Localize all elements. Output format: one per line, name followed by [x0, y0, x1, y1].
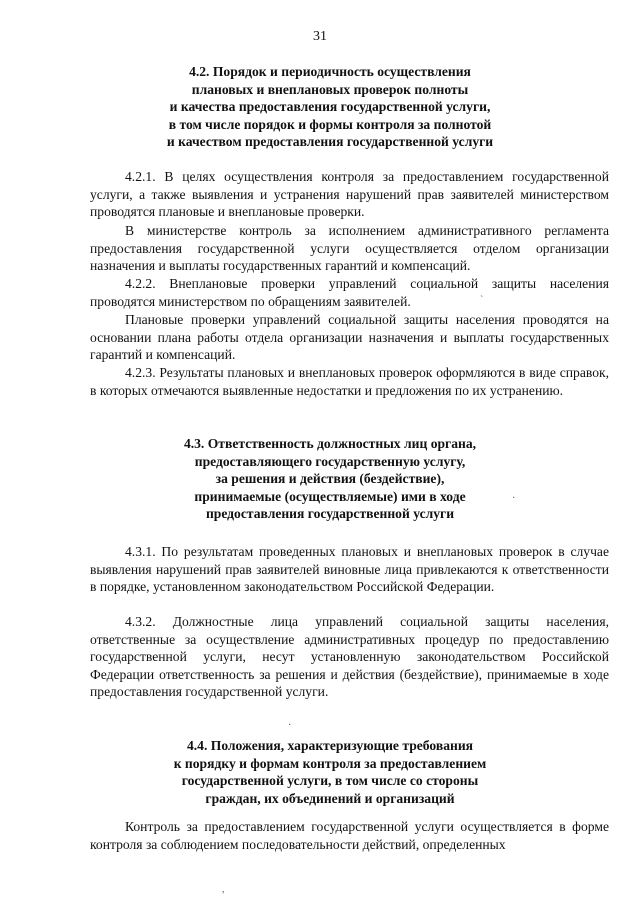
paragraph-4-2-3: 4.2.3. Результаты плановых и внеплановых проверок оформляются в виде справок, в которых отмечаются выявленные недостатки и предложения по их устранению. — [90, 365, 609, 398]
heading-line: граждан, их объединений и организаций — [205, 790, 455, 806]
heading-line: за решения и действия (бездействие), — [215, 471, 445, 486]
paragraph-planned-checks: Плановые проверки управлений социальной защиты населения проводятся на основании плана работы отдела организации назначения и выплаты государственных гарантий и компенсаций. — [90, 312, 609, 362]
scan-mark: , — [222, 884, 225, 895]
heading-line: 4.4. Положения, характеризующие требования — [186, 738, 474, 753]
heading-line: предоставления государственной услуги — [205, 506, 455, 521]
heading-line: плановых и внеплановых проверок полноты — [191, 81, 469, 97]
paragraph-control-intro: Контроль за предоставлением государственной услуги осуществляется в форме контроля за соблюдением последовательности действий, определенных — [90, 819, 609, 852]
scan-mark: ` — [480, 295, 484, 306]
scan-mark: · — [512, 493, 516, 504]
scan-mark: · — [288, 720, 292, 731]
paragraph-4-3-1: 4.3.1. По результатам проведенных плановых и внеплановых проверок в случае выявления нарушений прав заявителей виновные лица привлекаются к ответственности в порядке, установленном законодательством Российской Федерации. — [90, 544, 609, 594]
paragraph-4-2-1: 4.2.1. В целях осуществления контроля за предоставлением государственной услуги, а также выявления и устранения нарушений прав заявителей министерством проводятся плановые и внеплановые проверки. — [90, 169, 609, 219]
heading-line: государственной услуги, в том числе со стороны — [181, 773, 479, 788]
paragraph-ministry-control: В министерстве контроль за исполнением административного регламента предоставления государственной услуги осуществляется отделом организации назначения и выплаты государственных гарантий и компенсаций. — [90, 223, 609, 273]
heading-line: принимаемые (осуществляемые) ими в ходе — [194, 488, 466, 504]
section-heading-4-4 — [90, 737, 570, 807]
heading-line: к порядку и формам контроля за предоставлением — [173, 755, 487, 771]
section-heading-4-2 — [90, 63, 570, 151]
paragraph-4-3-2: 4.3.2. Должностные лица управлений социальной защиты населения, ответственные за осуществление административных процедур по предоставлению государственной услуги, несут установленную законодательством Российской Федерации ответственность за решения и действия (бездействие), принимаемые в ходе предоставления государственной услуги. — [90, 614, 609, 699]
heading-line: 4.3. Ответственность должностных лиц органа, — [183, 436, 477, 451]
heading-line: 4.2. Порядок и периодичность осуществления — [189, 64, 471, 79]
paragraph-4-2-2: 4.2.2. Внеплановые проверки управлений социальной защиты населения проводятся министерством по обращениям заявителей. — [90, 276, 609, 309]
section-heading-4-3 — [90, 435, 570, 523]
heading-line: и качества предоставления государственной услуги, — [169, 99, 491, 114]
page-number: 31 — [313, 29, 327, 44]
heading-line: предоставляющего государственную услугу, — [194, 453, 466, 469]
heading-line: в том числе порядок и формы контроля за полнотой — [168, 116, 492, 132]
heading-line: и качеством предоставления государственной услуги — [166, 134, 494, 149]
